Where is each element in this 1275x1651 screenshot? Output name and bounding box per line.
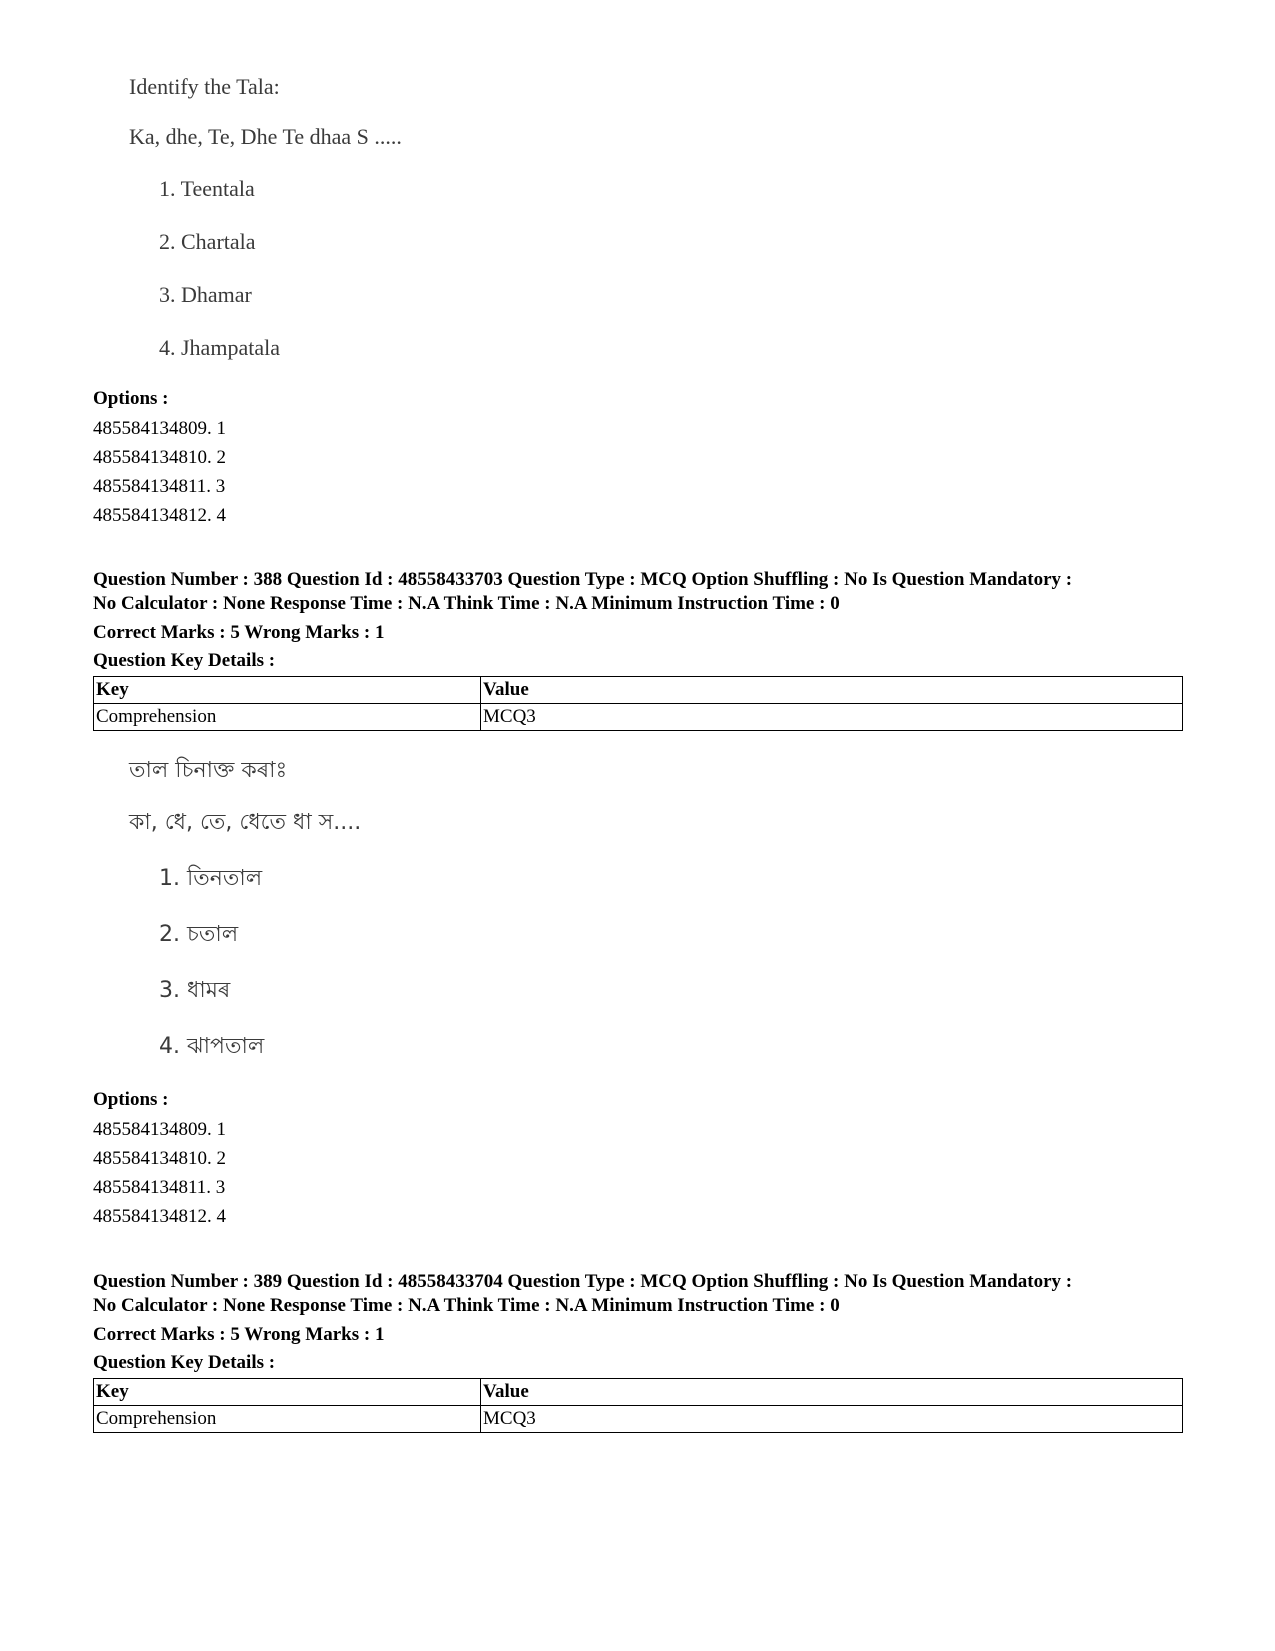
- table-header-row: [94, 1379, 1183, 1406]
- choice-3: 3. Dhamar: [159, 282, 252, 307]
- question-388-image: [129, 760, 361, 1058]
- options-block-388: [93, 1089, 226, 1231]
- question-stem-line1: Identify the Tala:: [129, 74, 280, 99]
- option-item: 485584134811. 3: [93, 1177, 226, 1198]
- choice-1: 1. Teentala: [159, 176, 255, 201]
- table-cell-value: MCQ3: [481, 704, 1183, 731]
- option-item: 485584134809. 1: [93, 418, 226, 439]
- meta-line1: Question Number : 389 Question Id : 48558433704 Question Type : MCQ Option Shuffling : No Is Question Mandatory :: [93, 1271, 1073, 1292]
- option-item: 485584134810. 2: [93, 447, 226, 468]
- meta-line1: Question Number : 388 Question Id : 48558433703 Question Type : MCQ Option Shuffling : No Is Question Mandatory :: [93, 569, 1073, 590]
- table-cell-key: Comprehension: [94, 704, 481, 731]
- marks-line: Correct Marks : 5 Wrong Marks : 1: [93, 1324, 385, 1345]
- key-details-table: [93, 676, 1183, 731]
- question-387-image: [129, 76, 402, 359]
- table-header-key: Key: [94, 677, 481, 704]
- table-row: [94, 704, 1183, 731]
- question-stem-line2: কা, ধে, তে, ধেতে ধা স....: [129, 810, 362, 835]
- question-389-meta: [93, 1270, 1183, 1433]
- key-details-heading: Question Key Details :: [93, 1352, 276, 1373]
- table-header-value: Value: [481, 677, 1183, 704]
- option-item: 485584134812. 4: [93, 1206, 226, 1227]
- table-row: [94, 1406, 1183, 1433]
- choice-4: 4. Jhampatala: [159, 335, 280, 360]
- choice-2: 2. চতাল: [159, 922, 239, 947]
- options-heading: Options :: [93, 388, 169, 409]
- table-header-key: Key: [94, 1379, 481, 1406]
- option-item: 485584134809. 1: [93, 1119, 226, 1140]
- table-cell-value: MCQ3: [481, 1406, 1183, 1433]
- meta-line2: No Calculator : None Response Time : N.A Think Time : N.A Minimum Instruction Time : 0: [93, 1295, 840, 1316]
- marks-line: Correct Marks : 5 Wrong Marks : 1: [93, 622, 385, 643]
- options-heading: Options :: [93, 1089, 169, 1110]
- table-header-row: [94, 677, 1183, 704]
- key-details-heading: Question Key Details :: [93, 650, 276, 671]
- choice-1: 1. তিনতাল: [159, 866, 263, 891]
- table-header-value: Value: [481, 1379, 1183, 1406]
- option-item: 485584134811. 3: [93, 476, 226, 497]
- key-details-table: [93, 1378, 1183, 1433]
- question-stem-line1: তাল চিনাক্ত কৰাঃ: [129, 758, 288, 783]
- option-item: 485584134812. 4: [93, 505, 226, 526]
- choice-3: 3. ধামৰ: [159, 978, 231, 1003]
- choice-2: 2. Chartala: [159, 229, 256, 254]
- question-388-meta: [93, 568, 1183, 731]
- choice-4: 4. ঝাপতাল: [159, 1034, 265, 1059]
- meta-line2: No Calculator : None Response Time : N.A Think Time : N.A Minimum Instruction Time : 0: [93, 593, 840, 614]
- table-cell-key: Comprehension: [94, 1406, 481, 1433]
- options-block-387: [93, 388, 226, 530]
- option-item: 485584134810. 2: [93, 1148, 226, 1169]
- question-stem-line2: Ka, dhe, Te, Dhe Te dhaa S .....: [129, 124, 402, 149]
